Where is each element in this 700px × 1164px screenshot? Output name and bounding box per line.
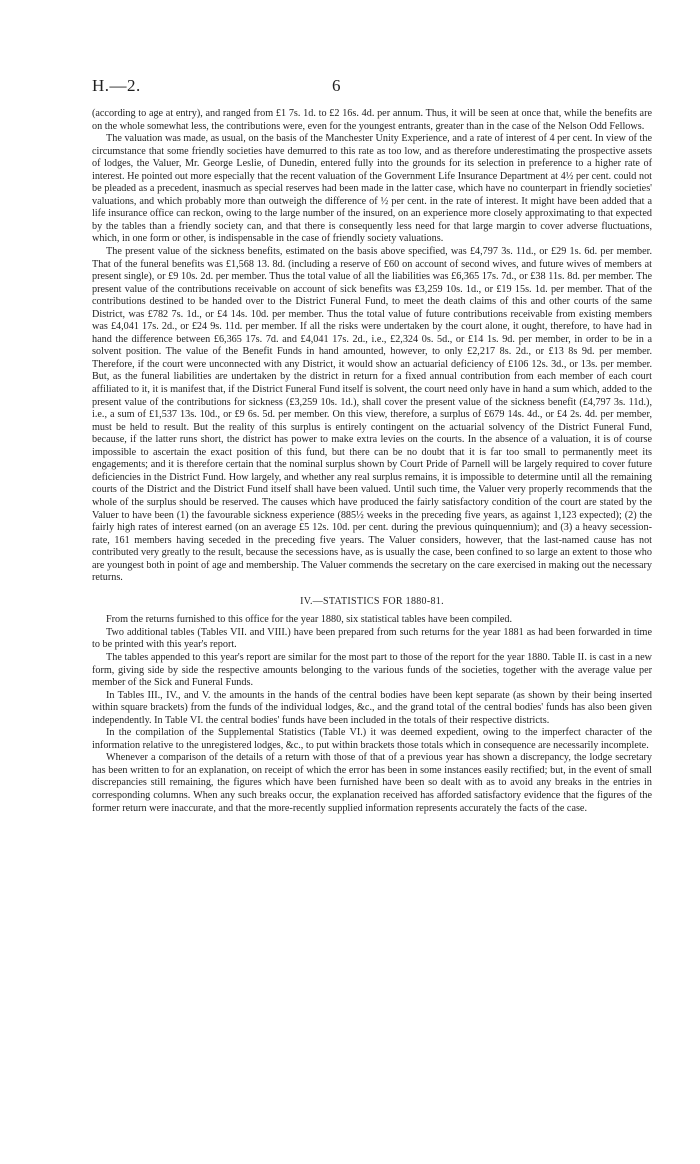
paragraph: Two additional tables (Tables VII. and VIII.) have been prepared from such returns for the year 1881 as had been forwarded in time to be printed with this year's report. bbox=[92, 626, 652, 651]
paragraph: The valuation was made, as usual, on the basis of the Manchester Unity Experience, and a rate of interest of 4 per cent. In view of the circumstance that some friendly societies have demurred to this rate as too low, and as therefore underestimating the prospective assets of lodges, the Valuer, Mr. George Leslie, of Dunedin, entered fully into the grounds for its selection in preference to a higher rate of interest. He pointed out more especially that the recent valuation of the Government Life Insurance Department at 4½ per cent. could not be pleaded as a precedent, inasmuch as special reserves had been made in the latter case, which have no counterpart in friendly societies' valuations, and which probably more than outweigh the difference of ½ per cent. in the rate of interest. It might have been added that a life insurance office can reckon, owing to the large number of the insured, on an experience more closely approximating to that expected by the tables than a friendly society can, and that there is consequently less need for that large margin to cover adverse fluctuations, which, in one form or other, is indispensable in the case of friendly society valuations. bbox=[92, 133, 652, 245]
page-number: 6 bbox=[332, 76, 341, 95]
paragraph: In the compilation of the Supplemental Statistics (Table VI.) it was deemed expedient, owing to the imperfect character of the information relative to the unregistered lodges, &c., to put within brackets those totals which in consequence are necessarily incomplete. bbox=[92, 727, 652, 751]
paragraph: The tables appended to this year's report are similar for the most part to those of the report for the year 1880. Table II. is cast in a new form, giving side by side the respective amounts belonging to the various funds of the societies, together with the average value per member of the Sick and Funeral Funds. bbox=[92, 651, 652, 689]
section-heading: IV.—STATISTICS FOR 1880-81. bbox=[300, 595, 444, 607]
page-header bbox=[92, 76, 628, 96]
body-text bbox=[92, 108, 652, 815]
paragraph: From the returns furnished to this office for the year 1880, six statistical tables have been compiled. bbox=[106, 614, 513, 626]
paragraph: Whenever a comparison of the details of a return with those of that of a previous year has shown a discrepancy, the lodge secretary has been written to for an explanation, on receipt of which the error has been in some instances easily rectified; but, in the event of small discrepancies still remaining, the figures which have been furnished have been so dealt with as to avoid any breaks in the entries in corresponding columns. When any such breaks occur, the explanation received has afforded satisfactory evidence that the figures of the former return were inaccurate, and that the more-recently supplied information represents accurately the facts of the case. bbox=[92, 752, 652, 814]
paragraph: (according to age at entry), and ranged from £1 7s. 1d. to £2 16s. 4d. per annum. Thus, it will be seen at once that, while the benefits are on the whole somewhat less, the contributions were, even for the youngest entrants, greater than in the case of the Nelson Odd Fellows. bbox=[92, 108, 652, 132]
paragraph: The present value of the sickness benefits, estimated on the basis above specified, was £4,797 3s. 11d., or £29 1s. 6d. per member. That of the funeral benefits was £1,568 13. 8d. (including a reserve of £60 on account of second wives, and future wives of members at present single), or £9 10s. 2d. per member. Thus the total value of all the liabilities was £6,365 17s. 7d., or £38 11s. 8d. per member. The present value of the contributions receivable on account of sick benefits was £3,259 10s. 1d., or £19 15s. 1d. per member. That of the contributions destined to be handed over to the District Funeral Fund, to meet the death claims of this and other courts of the same District, was £782 7s. 1d., or £4 14s. 10d. per member. Thus the total value of future contributions receivable from existing members was £4,041 17s. 2d., or £24 9s. 11d. per member. If all the risks were undertaken by the court alone, it ought, therefore, to have had in hand the difference between £6,365 17s. 7d. and £4,041 17s. 2d., i.e., £2,324 0s. 5d., or £14 1s. 9d. per member, in order to be in a solvent position. The value of the Benefit Funds in hand amounted, however, to only £2,217 8s. 2d., or £13 8s 9d. per member. Therefore, if the court were unconnected with any District, it would show an actuarial deficiency of £106 12s. 3d., or 13s. per member. But, as the funeral liabilities are undertaken by the district in return for a fixed annual contribution from each member of each court affiliated to it, it is manifest that, if the District Funeral Fund itself is solvent, the court need only have in hand a sum which, added to the present value of the contributions for sickness (£3,259 10s. 1d.), shall cover the present value of the sickness benefit (£4,797 3s. 11d.), i.e., a sum of £1,537 13s. 10d., or £9 6s. 5d. per member. On this view, therefore, a surplus of £679 14s. 4d., or £4 2s. 4d. per member, must be held to result. But the reality of this surplus is entirely contingent on the actuarial solvency of the District Funeral Fund, because, if the latter runs short, the district has power to make extra levies on the courts. In the absence of a valuation, it is of course impossible to ascertain the exact position of this fund, but there can be no doubt that it is far too small to permanently meet its engagements; and it is therefore certain that the nominal surplus shown by Court Pride of Parnell will be largely required to cover future deficiencies in the District Fund. How largely, and whether any real surplus remains, it is impossible to determine until all the remaining courts of the District and the District Fund itself shall have been valued. Until such time, the Valuer very properly recommends that the whole of the surplus should be reserved. The causes which have produced the fairly satisfactory condition of the court are stated by the Valuer to have been (1) the favourable sickness experience (885½ weeks in the preceding five years, as against 1,123 expected); (2) the fairly high rates of interest earned (on an average £5 12s. 10d. per cent. during the previous quinquennium); and (3) a heavy secession-rate, 161 members having seceded in the preceding five years. The Valuer considers, however, that the last-named cause has not contributed very greatly to the result, because the secessions have, as is usually the case, been confined to so large an extent to those who are youngest both in point of age and membership. The Valuer commends the secretary on the care exercised in making out the necessary returns. bbox=[92, 246, 652, 584]
paragraph: In Tables III., IV., and V. the amounts in the hands of the central bodies have been kept separate (as shown by their being inserted within square brackets) from the funds of the individual lodges, &c., and the grand total of the central bodies' funds has also been given independently. In Table VI. the central bodies' funds have been included in the totals of their respective districts. bbox=[92, 689, 652, 726]
document-id: H.—2. bbox=[92, 76, 141, 95]
